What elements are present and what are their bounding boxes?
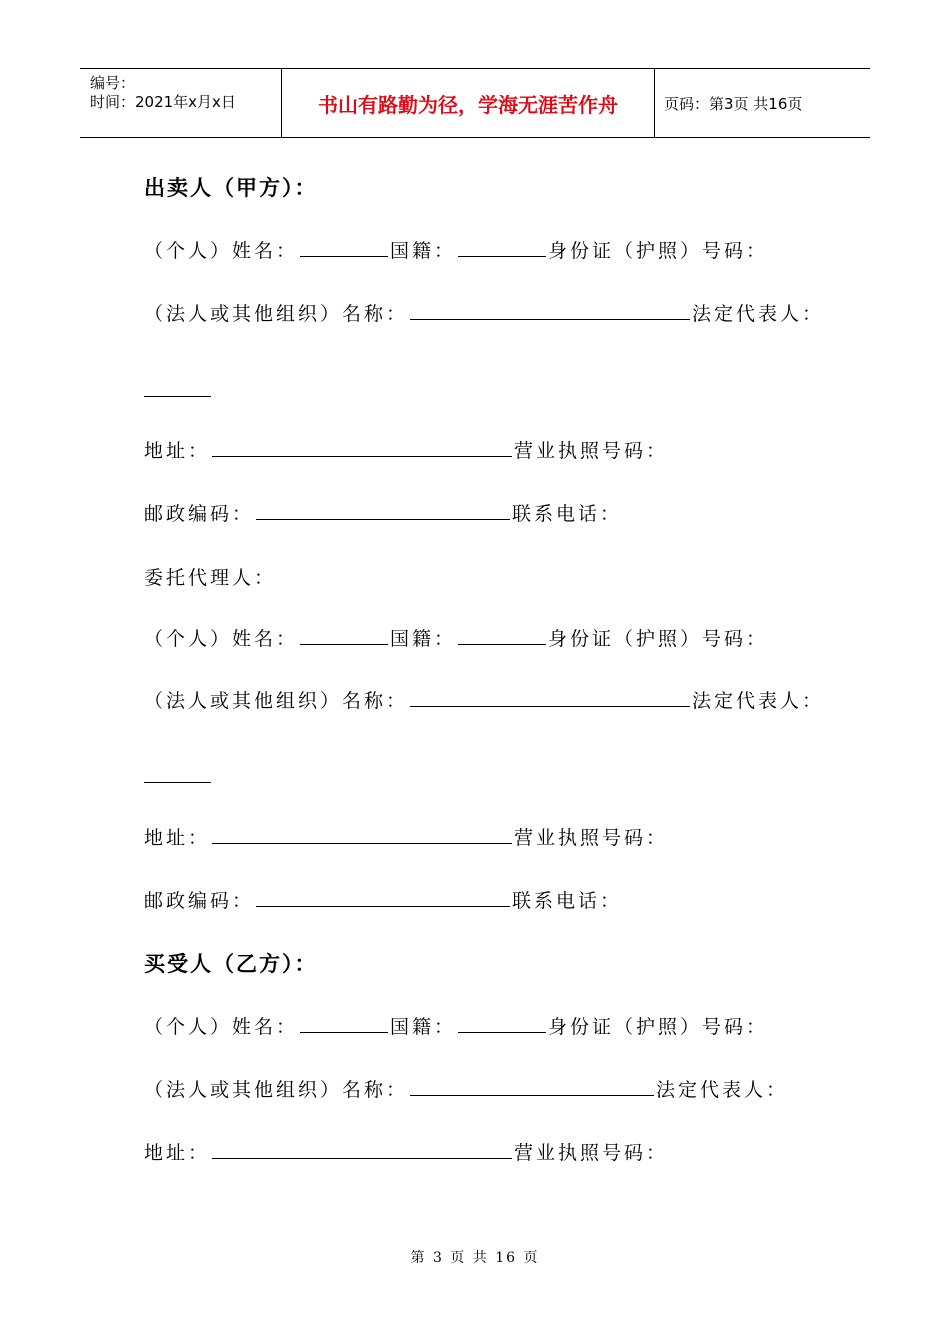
address-blank[interactable] [212,829,512,844]
address-label: 地址： [144,440,211,462]
seller-individual-line [144,236,768,263]
legal-rep-label: 法定代表人： [656,1079,789,1101]
nationality-blank[interactable] [458,630,546,645]
name-blank[interactable] [300,630,388,645]
legal-rep-blank[interactable] [144,396,211,397]
header-divider [654,69,655,137]
seller-address-line [144,436,668,463]
name-label: （个人）姓名： [144,1016,299,1038]
buyer-org-line [144,1075,788,1102]
legal-rep-label: 法定代表人： [692,690,825,712]
address-blank[interactable] [212,442,512,457]
org-name-blank[interactable] [410,692,690,707]
id-number-label: 身份证（护照）号码： [548,628,769,650]
agent-postcode-line [144,886,622,913]
agent-org-line [144,686,824,713]
buyer-heading: 买受人（乙方）： [144,952,318,976]
document-header [80,68,870,138]
phone-label: 联系电话： [512,503,623,525]
date-label: 时间：2021年x月x日 [90,93,236,111]
page-info: 页码：第3页 共16页 [664,95,803,113]
license-label: 营业执照号码： [514,440,669,462]
legal-rep-label: 法定代表人： [692,303,825,325]
name-label: （个人）姓名： [144,240,299,262]
legal-rep-blank[interactable] [144,782,211,783]
phone-label: 联系电话： [512,890,623,912]
postcode-blank[interactable] [256,505,510,520]
agent-heading: 委托代理人： [144,567,277,589]
nationality-label: 国籍： [390,240,457,262]
org-name-blank[interactable] [410,1081,654,1096]
postcode-label: 邮政编码： [144,503,255,525]
license-label: 营业执照号码： [514,1142,669,1164]
nationality-label: 国籍： [390,628,457,650]
nationality-blank[interactable] [458,242,546,257]
seller-heading: 出卖人（甲方）： [144,176,318,200]
org-name-label: （法人或其他组织）名称： [144,1079,409,1101]
agent-individual-line [144,624,768,651]
buyer-address-line [144,1138,668,1165]
org-name-label: （法人或其他组织）名称： [144,303,409,325]
seller-postcode-line [144,499,622,526]
address-blank[interactable] [212,1144,512,1159]
org-name-blank[interactable] [410,305,690,320]
motto: 书山有路勤为径，学海无涯苦作舟 [318,92,618,117]
id-number-label: 身份证（护照）号码： [548,240,769,262]
buyer-individual-line [144,1012,768,1039]
nationality-label: 国籍： [390,1016,457,1038]
postcode-label: 邮政编码： [144,890,255,912]
page-footer: 第 3 页 共 16 页 [410,1250,540,1266]
id-number-label: 身份证（护照）号码： [548,1016,769,1038]
name-blank[interactable] [300,242,388,257]
license-label: 营业执照号码： [514,827,669,849]
name-label: （个人）姓名： [144,628,299,650]
name-blank[interactable] [300,1018,388,1033]
agent-address-line [144,823,668,850]
address-label: 地址： [144,1142,211,1164]
nationality-blank[interactable] [458,1018,546,1033]
postcode-blank[interactable] [256,892,510,907]
number-label: 编号： [90,74,136,92]
header-meta [80,69,281,137]
address-label: 地址： [144,827,211,849]
org-name-label: （法人或其他组织）名称： [144,690,409,712]
seller-org-line [144,299,824,326]
